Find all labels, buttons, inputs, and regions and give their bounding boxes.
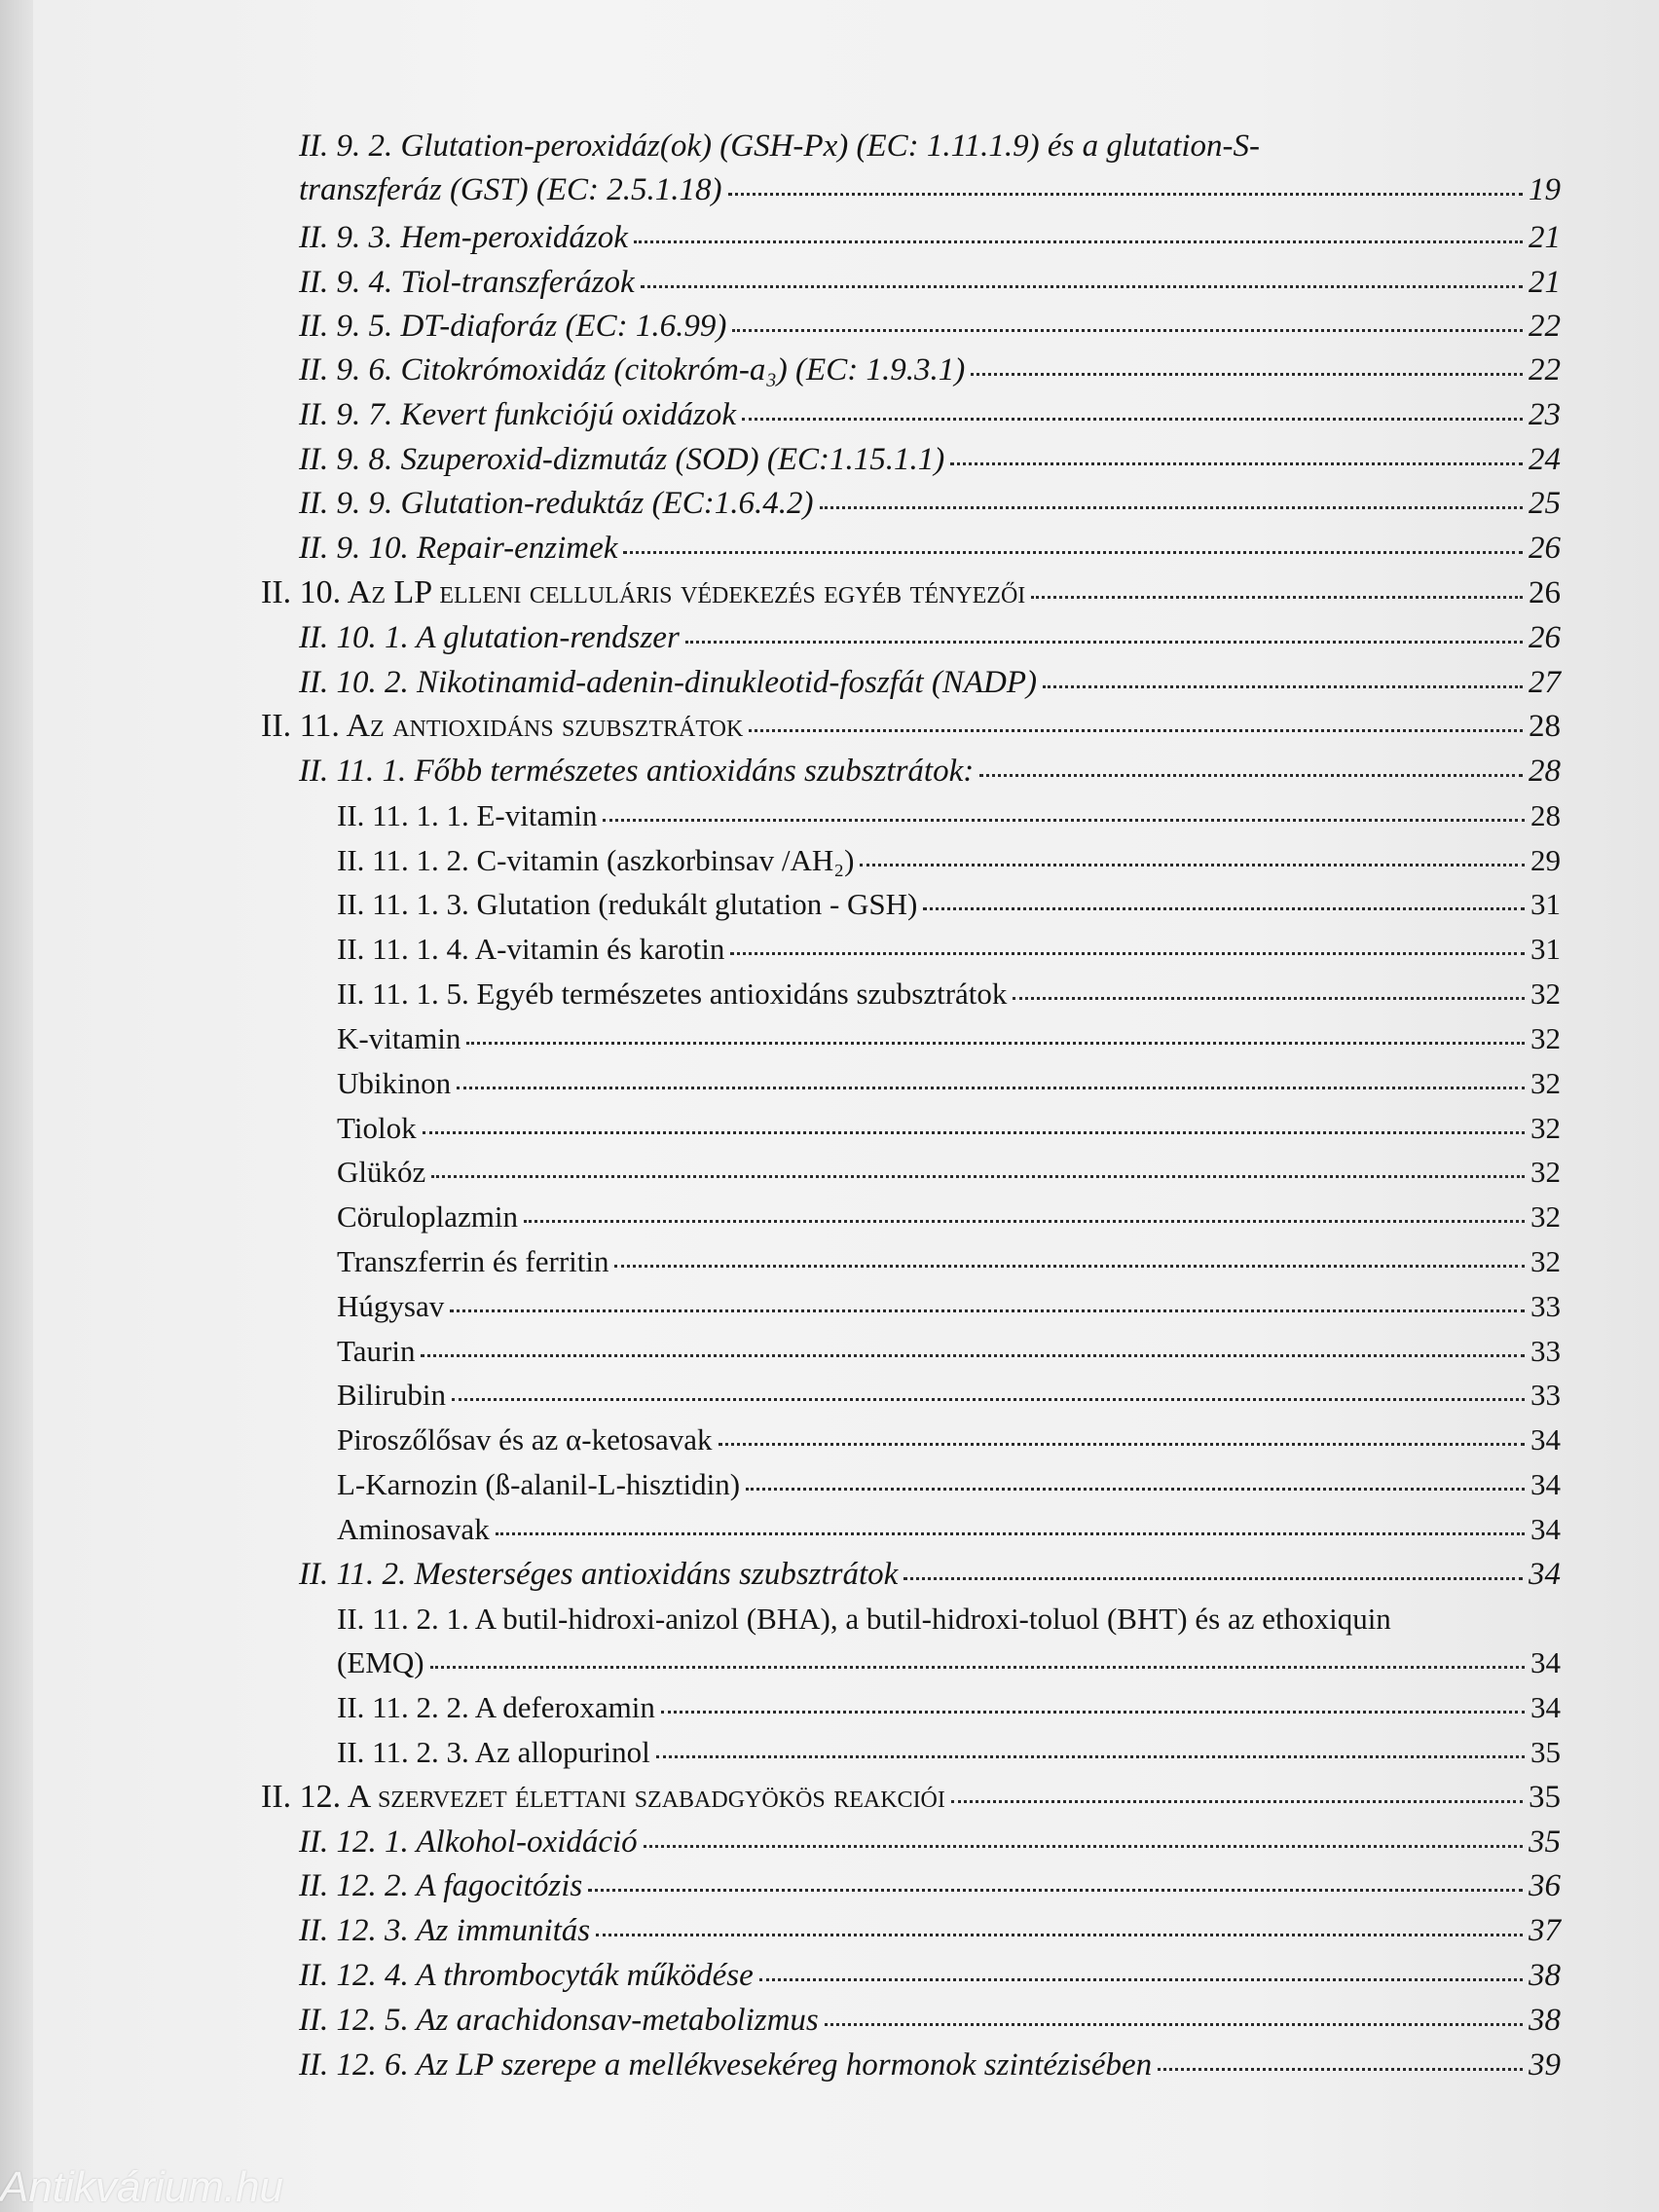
dot-leader <box>452 1397 1525 1401</box>
toc-entry-title: II. 9. 10. Repair-enzimek <box>299 531 618 566</box>
dot-leader <box>596 1933 1523 1936</box>
toc-entry[interactable] <box>337 839 1561 882</box>
toc-entry-title: II. 12. 6. Az LP szerepe a mellékvesekéreg hormonok szintézisében <box>299 2047 1153 2083</box>
toc-entry-title: Piroszőlősav és az α-ketosavak <box>337 1422 713 1456</box>
toc-entry-title: (EMQ) <box>337 1645 424 1679</box>
toc-entry-page: 32 <box>1530 1066 1561 1100</box>
dot-leader <box>742 417 1523 421</box>
toc-entry-page: 21 <box>1529 220 1561 255</box>
toc-entry-page: 33 <box>1530 1334 1561 1368</box>
toc-entry-page: 29 <box>1530 843 1561 877</box>
toc-entry[interactable] <box>337 1508 1561 1551</box>
dot-leader <box>431 1174 1525 1178</box>
toc-entry[interactable] <box>299 1999 1561 2042</box>
toc-entry-page: 32 <box>1530 1199 1561 1234</box>
toc-entry-title: II. 11. 2. 2. A deferoxamin <box>337 1690 655 1724</box>
toc-entry-page: 34 <box>1530 1645 1561 1679</box>
dot-leader <box>421 1353 1525 1357</box>
toc-entry[interactable] <box>337 1062 1561 1105</box>
dot-leader <box>644 1844 1523 1848</box>
toc-entry[interactable] <box>299 216 1561 259</box>
dot-leader <box>923 906 1525 910</box>
toc-entry[interactable] <box>299 349 1561 391</box>
dot-leader <box>759 1977 1523 1981</box>
toc-entry-title: II. 9. 9. Glutation-reduktáz (EC:1.6.4.2) <box>299 486 814 521</box>
toc-entry[interactable] <box>337 1419 1561 1461</box>
toc-entry[interactable] <box>337 973 1561 1015</box>
toc-entry-title: II. 9. 3. Hem-peroxidázok <box>299 220 628 255</box>
toc-entry-title: II. 11. 2. 3. Az allopurinol <box>337 1735 650 1769</box>
toc-entry[interactable] <box>299 1821 1561 1863</box>
toc-entry-page: 34 <box>1530 1467 1561 1501</box>
toc-entry-title: Cöruloplazmin <box>337 1199 518 1234</box>
toc-entry-page: 24 <box>1529 442 1561 477</box>
toc-entry-title: Glükóz <box>337 1155 426 1189</box>
toc-entry-title: II. 9. 8. Szuperoxid-dizmutáz (SOD) (EC:1.15.1.1) <box>299 442 945 477</box>
dot-leader <box>656 1754 1525 1758</box>
toc-entry-page: 32 <box>1530 1111 1561 1145</box>
toc-entry[interactable] <box>337 1374 1561 1417</box>
toc-entry-page: 37 <box>1529 1913 1561 1948</box>
dot-leader <box>860 863 1525 866</box>
dot-leader <box>1013 996 1525 1000</box>
dot-leader <box>466 1041 1525 1045</box>
toc-entry[interactable] <box>299 438 1561 481</box>
toc-entry-page: 35 <box>1529 1780 1561 1815</box>
toc-entry[interactable] <box>299 750 1561 793</box>
toc-entry-title: II. 10. 1. A glutation-rendszer <box>299 620 680 655</box>
toc-entry[interactable] <box>337 1731 1561 1774</box>
toc-entry[interactable] <box>337 1151 1561 1194</box>
toc-entry-title: Transzferrin és ferritin <box>337 1244 609 1278</box>
dot-leader <box>641 284 1523 288</box>
toc-entry-title: II. 11. 2. Mesterséges antioxidáns szubsztrátok <box>299 1557 899 1592</box>
dot-leader <box>430 1665 1525 1669</box>
dot-leader <box>730 951 1525 955</box>
dot-leader <box>971 372 1523 376</box>
toc-entry-title: K-vitamin <box>337 1021 461 1055</box>
toc-entry-title: II. 9. 5. DT-diaforáz (EC: 1.6.99) <box>299 309 727 344</box>
toc-entry[interactable] <box>299 661 1561 704</box>
toc-entry-title: II. 12. 5. Az arachidonsav-metabolizmus <box>299 2003 819 2038</box>
toc-entry[interactable] <box>299 527 1561 570</box>
toc-entry[interactable] <box>299 1954 1561 1997</box>
dot-leader <box>825 2022 1523 2026</box>
toc-entry-title: II. 11. 1. 3. Glutation (redukált glutation - GSH) <box>337 887 918 921</box>
dot-leader <box>423 1130 1525 1134</box>
toc-entry[interactable] <box>261 1776 1561 1819</box>
toc-entry-title: II. 11. Az antioxidáns szubsztrátok <box>261 708 744 744</box>
toc-entry-page: 35 <box>1529 1825 1561 1860</box>
toc-entry[interactable] <box>337 1686 1561 1729</box>
toc-entry-page: 34 <box>1529 1557 1561 1592</box>
toc-entry-title: Ubikinon <box>337 1066 452 1100</box>
dot-leader <box>950 461 1523 465</box>
toc-entry-title: II. 11. 1. 2. C-vitamin (aszkorbinsav /AH₂) <box>337 843 855 877</box>
dot-leader <box>614 1264 1525 1268</box>
toc-entry-page: 21 <box>1529 265 1561 300</box>
toc-entry-title: II. 9. 7. Kevert funkciójú oxidázok <box>299 397 737 432</box>
toc-entry-title: II. 9. 6. Citokrómoxidáz (citokróm-a₃) (EC: 1.9.3.1) <box>299 352 966 387</box>
dot-leader <box>979 773 1523 777</box>
toc-entry-title: Bilirubin <box>337 1378 446 1412</box>
toc-entry-page: 19 <box>1529 172 1561 207</box>
dot-leader <box>634 240 1523 243</box>
toc-entry[interactable] <box>337 794 1561 837</box>
toc-entry[interactable] <box>337 1330 1561 1373</box>
page-edge <box>0 0 33 2212</box>
toc-entry-page: 31 <box>1530 887 1561 921</box>
toc-entry-title: transzferáz (GST) (EC: 2.5.1.18) <box>299 172 722 207</box>
toc-entry-page: 31 <box>1530 932 1561 966</box>
toc-entry[interactable] <box>261 705 1561 748</box>
dot-leader <box>457 1086 1525 1089</box>
toc-entry[interactable] <box>337 1107 1561 1150</box>
toc-entry[interactable] <box>337 1240 1561 1283</box>
toc-entry-title: II. 12. 1. Alkohol-oxidáció <box>299 1825 638 1860</box>
toc-entry[interactable] <box>337 883 1561 926</box>
toc-entry-page: 34 <box>1530 1512 1561 1546</box>
toc-entry-title: II. 12. A szervezet élettani szabadgyökös reakciói <box>261 1779 945 1815</box>
toc-entry-title: Aminosavak <box>337 1512 490 1546</box>
dot-leader <box>661 1710 1525 1714</box>
dot-leader <box>1031 595 1523 599</box>
toc-entry-page: 28 <box>1529 709 1561 744</box>
toc-entry-page: 32 <box>1530 1021 1561 1055</box>
toc-entry-page: 33 <box>1530 1378 1561 1412</box>
toc-entry-page: 38 <box>1529 1958 1561 1993</box>
dot-leader <box>951 1799 1523 1803</box>
toc-entry-page: 35 <box>1530 1735 1561 1769</box>
dot-leader <box>732 328 1523 332</box>
toc-entry-page: 26 <box>1529 620 1561 655</box>
toc-entry-line1: II. 9. 2. Glutation-peroxidáz(ok) (GSH-Px) (EC: 1.11.1.9) és a glutation-S- <box>299 129 1261 164</box>
toc-entry[interactable] <box>299 616 1561 659</box>
toc-entry-title: II. 12. 3. Az immunitás <box>299 1913 591 1948</box>
toc-entry-title: II. 10. Az LP elleni celluláris védekezés egyéb tényezői <box>261 574 1026 610</box>
dot-leader <box>685 640 1523 644</box>
toc-entry-title: L-Karnozin (ß-alanil-L-hisztidin) <box>337 1467 741 1501</box>
toc-entry-page: 27 <box>1529 665 1561 700</box>
toc-entry-page: 22 <box>1529 309 1561 344</box>
toc-entry-page: 32 <box>1530 1244 1561 1278</box>
toc-entry-title: II. 10. 2. Nikotinamid-adenin-dinukleotid-foszfát (NADP) <box>299 665 1037 700</box>
toc-entry[interactable] <box>337 928 1561 971</box>
toc-entry-page: 33 <box>1530 1289 1561 1323</box>
toc-entry[interactable] <box>299 1553 1561 1596</box>
dot-leader <box>496 1531 1525 1535</box>
toc-entry-title: II. 11. 1. 4. A-vitamin és karotin <box>337 932 725 966</box>
toc-entry[interactable] <box>337 1641 1561 1684</box>
toc-entry-page: 36 <box>1529 1868 1561 1903</box>
toc-entry-page: 34 <box>1530 1690 1561 1724</box>
toc-entry-page: 28 <box>1530 798 1561 832</box>
toc-entry[interactable] <box>299 482 1561 525</box>
dot-leader <box>820 505 1523 509</box>
dot-leader <box>746 1487 1525 1491</box>
toc-entry-page: 26 <box>1529 531 1561 566</box>
toc-entry-title: II. 11. 1. 1. E-vitamin <box>337 798 598 832</box>
toc-entry[interactable] <box>337 1017 1561 1060</box>
toc-entry[interactable] <box>337 1463 1561 1506</box>
watermark: Antikvárium.hu <box>0 2163 284 2211</box>
toc-entry[interactable] <box>299 305 1561 348</box>
toc-entry[interactable] <box>299 261 1561 304</box>
toc-entry[interactable] <box>261 571 1561 614</box>
toc-entry-page: 34 <box>1530 1422 1561 1456</box>
toc-entry[interactable] <box>299 168 1561 211</box>
dot-leader <box>603 818 1525 822</box>
toc-entry-page: 23 <box>1529 397 1561 432</box>
toc-entry-page: 39 <box>1529 2047 1561 2083</box>
toc-entry[interactable] <box>299 1864 1561 1907</box>
toc-entry-line1: II. 11. 2. 1. A butil-hidroxi-anizol (BHA), a butil-hidroxi-toluol (BHT) és az ethoxiquin <box>337 1602 1391 1636</box>
toc-entry-title: II. 11. 1. 5. Egyéb természetes antioxidáns szubsztrátok <box>337 977 1008 1011</box>
dot-leader <box>749 728 1523 732</box>
toc-entry-page: 25 <box>1529 486 1561 521</box>
toc-entry-page: 28 <box>1529 754 1561 789</box>
toc-entry-title: Taurin <box>337 1334 416 1368</box>
toc-entry[interactable] <box>299 393 1561 436</box>
toc-entry-title: II. 9. 4. Tiol-transzferázok <box>299 265 635 300</box>
dot-leader <box>719 1442 1525 1446</box>
dot-leader <box>1158 2067 1523 2071</box>
toc-entry-title: II. 11. 1. Főbb természetes antioxidáns szubsztrátok: <box>299 754 975 789</box>
toc-entry[interactable] <box>299 2044 1561 2086</box>
toc-entry-page: 26 <box>1529 575 1561 610</box>
toc-entry[interactable] <box>299 1909 1561 1952</box>
toc-entry-title: Húgysav <box>337 1289 445 1323</box>
toc-entry[interactable] <box>337 1285 1561 1328</box>
dot-leader <box>1043 684 1523 688</box>
toc-entry[interactable] <box>337 1196 1561 1238</box>
dot-leader <box>728 192 1524 196</box>
dot-leader <box>588 1888 1523 1892</box>
dot-leader <box>623 550 1523 554</box>
toc-entry-page: 22 <box>1529 352 1561 387</box>
dot-leader <box>450 1309 1525 1312</box>
toc-entry-title: Tiolok <box>337 1111 417 1145</box>
dot-leader <box>524 1219 1525 1223</box>
toc-entry-page: 38 <box>1529 2003 1561 2038</box>
toc-entry-title: II. 12. 2. A fagocitózis <box>299 1868 583 1903</box>
toc-entry-title: II. 12. 4. A thrombocyták működése <box>299 1958 754 1993</box>
dot-leader <box>903 1576 1523 1580</box>
toc-entry-page: 32 <box>1530 977 1561 1011</box>
toc-entry-page: 32 <box>1530 1155 1561 1189</box>
